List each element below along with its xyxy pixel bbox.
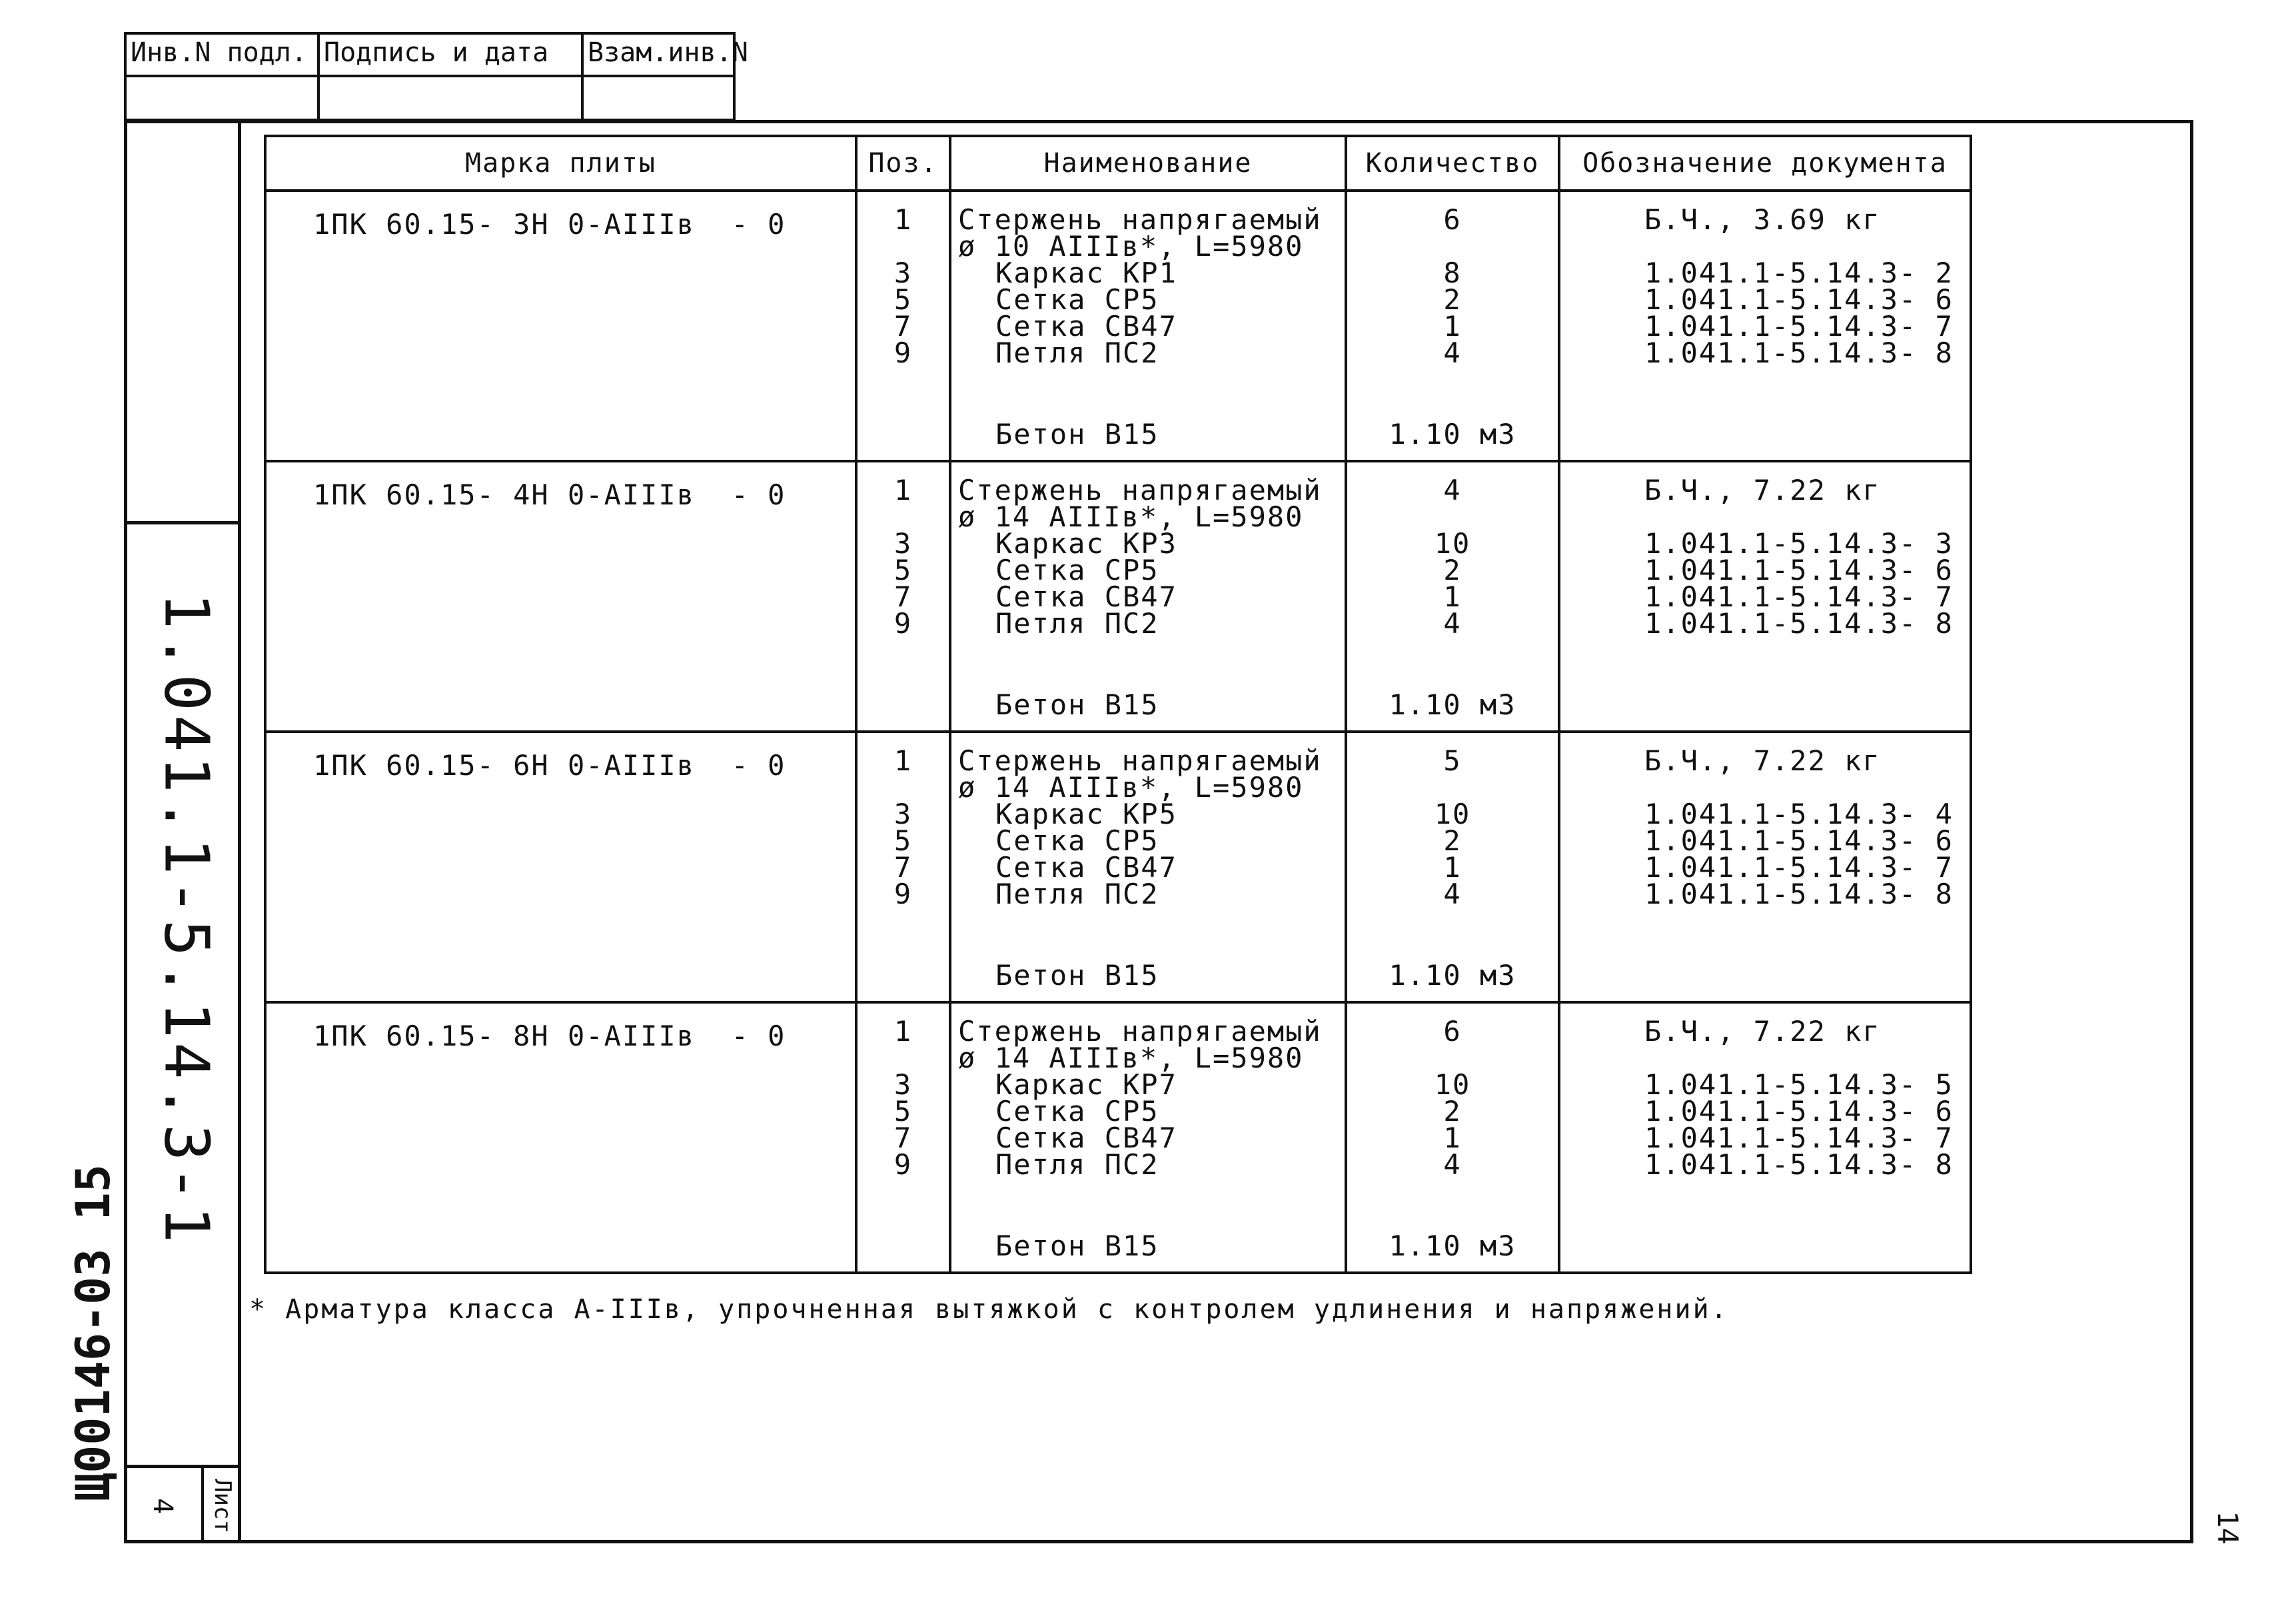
cell-pos bbox=[856, 1002, 950, 1273]
concrete-line: Бетон В15 bbox=[995, 959, 1159, 992]
cell-line: Б.Ч., 7.22 кг bbox=[1644, 1015, 1881, 1048]
cell-line: Каркас КР7 bbox=[995, 1068, 1177, 1101]
cell-line: ø 10 АIIIв*, L=5980 bbox=[958, 230, 1304, 263]
cell-line: 6 bbox=[1443, 203, 1462, 236]
cell-line: 8 bbox=[1443, 257, 1462, 289]
cell-line: 1 bbox=[1443, 580, 1462, 613]
cell-line: 1.041.1-5.14.3- 8 bbox=[1644, 607, 1954, 640]
cell-line: 1.041.1-5.14.3- 7 bbox=[1644, 580, 1954, 613]
cell-doc bbox=[1559, 461, 1971, 732]
header-mark: Марка плиты bbox=[265, 136, 856, 191]
cell-name bbox=[950, 1002, 1346, 1273]
cell-line bbox=[858, 233, 949, 260]
cell-line: Сетка СР5 bbox=[995, 283, 1159, 316]
table-row bbox=[265, 461, 1971, 732]
cell-line: 1.041.1-5.14.3- 8 bbox=[1644, 1148, 1954, 1181]
cell-line: 6 bbox=[1443, 1015, 1462, 1048]
table-row bbox=[265, 1002, 1971, 1273]
cell-line: 2 bbox=[1443, 554, 1462, 586]
cell-line: Б.Ч., 3.69 кг bbox=[1644, 203, 1881, 236]
cell-line: Стержень напрягаемый bbox=[958, 474, 1322, 506]
cell-line: 5 bbox=[893, 1095, 913, 1128]
cell-line bbox=[858, 504, 949, 530]
concrete-line: Бетон В15 bbox=[995, 418, 1159, 450]
cell-qty bbox=[1346, 191, 1559, 461]
header-doc: Обозначение документа bbox=[1559, 136, 1971, 191]
cell-line: Петля ПС2 bbox=[995, 1148, 1159, 1181]
cell-line: 10 bbox=[1434, 527, 1471, 560]
cell-line: 2 bbox=[1443, 824, 1462, 857]
cell-line: Стержень напрягаемый bbox=[958, 744, 1322, 777]
cell-line: 10 bbox=[1434, 798, 1471, 830]
cell-name bbox=[950, 191, 1346, 461]
cell-line: 7 bbox=[893, 1122, 913, 1154]
stamp-vzam: Взам.инв.N bbox=[584, 35, 733, 119]
sheet-box bbox=[124, 1465, 241, 1543]
cell-line: 10 bbox=[1434, 1068, 1471, 1101]
cell-pos bbox=[856, 461, 950, 732]
cell-mark bbox=[265, 1002, 856, 1273]
page-number: 14 bbox=[2211, 1511, 2244, 1545]
cell-line: 1 bbox=[893, 1015, 913, 1048]
cell-line: 4 bbox=[1443, 337, 1462, 369]
cell-line: 4 bbox=[1443, 878, 1462, 910]
cell-line: 1.041.1-5.14.3- 7 bbox=[1644, 1122, 1954, 1154]
plate-mark: 1ПК 60.15- 8Н 0-АIIIв - 0 bbox=[313, 1020, 786, 1052]
cell-line: 9 bbox=[893, 607, 913, 640]
cell-line: 5 bbox=[893, 283, 913, 316]
cell-line: Петля ПС2 bbox=[995, 337, 1159, 369]
cell-line: 9 bbox=[893, 1148, 913, 1181]
cell-pos bbox=[856, 191, 950, 461]
cell-qty bbox=[1346, 1002, 1559, 1273]
cell-line: Каркас КР3 bbox=[995, 527, 1177, 560]
cell-line bbox=[1347, 774, 1558, 801]
cell-line: 1.041.1-5.14.3- 8 bbox=[1644, 337, 1954, 369]
cell-line bbox=[1560, 504, 1970, 530]
cell-line: 7 bbox=[893, 580, 913, 613]
plate-mark: 1ПК 60.15- 3Н 0-АIIIв - 0 bbox=[313, 208, 786, 241]
cell-line: 3 bbox=[893, 1068, 913, 1101]
cell-line bbox=[1347, 1045, 1558, 1072]
cell-line bbox=[858, 774, 949, 801]
cell-doc bbox=[1559, 191, 1971, 461]
cell-line bbox=[1560, 1045, 1970, 1072]
cell-line: 5 bbox=[893, 824, 913, 857]
cell-line: 1.041.1-5.14.3- 3 bbox=[1644, 527, 1954, 560]
top-stamp bbox=[124, 32, 748, 121]
cell-qty bbox=[1346, 732, 1559, 1002]
cell-line: 4 bbox=[1443, 607, 1462, 640]
stamp-inv-podl: Инв.N подл. bbox=[127, 35, 320, 119]
cell-line: Петля ПС2 bbox=[995, 607, 1159, 640]
cell-line: Б.Ч., 7.22 кг bbox=[1644, 474, 1881, 506]
header-qty: Количество bbox=[1346, 136, 1559, 191]
cell-line: 1 bbox=[893, 474, 913, 506]
cell-line: ø 14 АIIIв*, L=5980 bbox=[958, 771, 1304, 804]
cell-line: Сетка СВ47 bbox=[995, 580, 1177, 613]
cell-pos bbox=[856, 732, 950, 1002]
cell-line: Каркас КР1 bbox=[995, 257, 1177, 289]
cell-line: 5 bbox=[1443, 744, 1462, 777]
concrete-line: 1.10 м3 bbox=[1389, 1229, 1516, 1262]
cell-doc bbox=[1559, 1002, 1971, 1273]
cell-line: 1 bbox=[1443, 1122, 1462, 1154]
concrete-line: 1.10 м3 bbox=[1389, 688, 1516, 721]
cell-name bbox=[950, 732, 1346, 1002]
cell-line: 2 bbox=[1443, 283, 1462, 316]
concrete-line: 1.10 м3 bbox=[1389, 418, 1516, 450]
cell-line: ø 14 АIIIв*, L=5980 bbox=[958, 500, 1304, 533]
cell-line: Сетка СР5 bbox=[995, 1095, 1159, 1128]
cell-line: Сетка СВ47 bbox=[995, 1122, 1177, 1154]
cell-mark bbox=[265, 732, 856, 1002]
table-row bbox=[265, 191, 1971, 461]
document-code: 1.041.1-5.14.3-1 bbox=[151, 592, 223, 1247]
plate-mark: 1ПК 60.15- 6Н 0-АIIIв - 0 bbox=[313, 749, 786, 782]
cell-line: Стержень напрягаемый bbox=[958, 1015, 1322, 1048]
stamp-podpis: Подпись и дата bbox=[320, 35, 584, 119]
concrete-line: Бетон В15 bbox=[995, 688, 1159, 721]
cell-line: Сетка СР5 bbox=[995, 824, 1159, 857]
cell-line bbox=[1347, 233, 1558, 260]
footnote: * Арматура класса А-IIIв, упрочненная вытяжкой с контролем удлинения и напряжений. bbox=[249, 1294, 1729, 1325]
cell-line: 1.041.1-5.14.3- 6 bbox=[1644, 1095, 1954, 1128]
cell-line: 3 bbox=[893, 527, 913, 560]
cell-line: 1.041.1-5.14.3- 7 bbox=[1644, 310, 1954, 343]
header-pos: Поз. bbox=[856, 136, 950, 191]
cell-line: 4 bbox=[1443, 1148, 1462, 1181]
table-row bbox=[265, 732, 1971, 1002]
cell-line bbox=[1560, 774, 1970, 801]
table-header-row bbox=[265, 136, 1971, 191]
inventory-number: Щ00146-03 15 bbox=[66, 1164, 121, 1501]
cell-line: Сетка СВ47 bbox=[995, 310, 1177, 343]
cell-line: Сетка СР5 bbox=[995, 554, 1159, 586]
cell-line: 1.041.1-5.14.3- 8 bbox=[1644, 878, 1954, 910]
cell-line: 1 bbox=[1443, 851, 1462, 884]
cell-line bbox=[1347, 504, 1558, 530]
cell-qty bbox=[1346, 461, 1559, 732]
specification-table bbox=[264, 135, 1972, 1274]
concrete-line: 1.10 м3 bbox=[1389, 959, 1516, 992]
cell-line: 7 bbox=[893, 851, 913, 884]
cell-line: Б.Ч., 7.22 кг bbox=[1644, 744, 1881, 777]
cell-line: 1.041.1-5.14.3- 6 bbox=[1644, 824, 1954, 857]
plate-mark: 1ПК 60.15- 4Н 0-АIIIв - 0 bbox=[313, 478, 786, 511]
cell-line: 7 bbox=[893, 310, 913, 343]
cell-line: 1.041.1-5.14.3- 6 bbox=[1644, 283, 1954, 316]
sheet-number: 4 bbox=[124, 1468, 204, 1543]
cell-mark bbox=[265, 191, 856, 461]
cell-line: 9 bbox=[893, 878, 913, 910]
sheet-label: Лист bbox=[209, 1478, 236, 1533]
cell-line bbox=[858, 1045, 949, 1072]
cell-doc bbox=[1559, 732, 1971, 1002]
cell-line: 1 bbox=[893, 744, 913, 777]
cell-mark bbox=[265, 461, 856, 732]
cell-line: 3 bbox=[893, 798, 913, 830]
cell-line: 1.041.1-5.14.3- 2 bbox=[1644, 257, 1954, 289]
header-name: Наименование bbox=[950, 136, 1346, 191]
cell-line: 1 bbox=[1443, 310, 1462, 343]
cell-line: 4 bbox=[1443, 474, 1462, 506]
cell-name bbox=[950, 461, 1346, 732]
cell-line: 1.041.1-5.14.3- 5 bbox=[1644, 1068, 1954, 1101]
cell-line: 9 bbox=[893, 337, 913, 369]
cell-line: 1 bbox=[893, 203, 913, 236]
cell-line: 1.041.1-5.14.3- 4 bbox=[1644, 798, 1954, 830]
cell-line: Каркас КР5 bbox=[995, 798, 1177, 830]
cell-line: 1.041.1-5.14.3- 6 bbox=[1644, 554, 1954, 586]
cell-line: Стержень напрягаемый bbox=[958, 203, 1322, 236]
cell-line: Сетка СВ47 bbox=[995, 851, 1177, 884]
cell-line: 5 bbox=[893, 554, 913, 586]
cell-line: 1.041.1-5.14.3- 7 bbox=[1644, 851, 1954, 884]
cell-line: Петля ПС2 bbox=[995, 878, 1159, 910]
cell-line bbox=[1560, 233, 1970, 260]
cell-line: 3 bbox=[893, 257, 913, 289]
concrete-line: Бетон В15 bbox=[995, 1229, 1159, 1262]
cell-line: 2 bbox=[1443, 1095, 1462, 1128]
cell-line: ø 14 АIIIв*, L=5980 bbox=[958, 1042, 1304, 1074]
